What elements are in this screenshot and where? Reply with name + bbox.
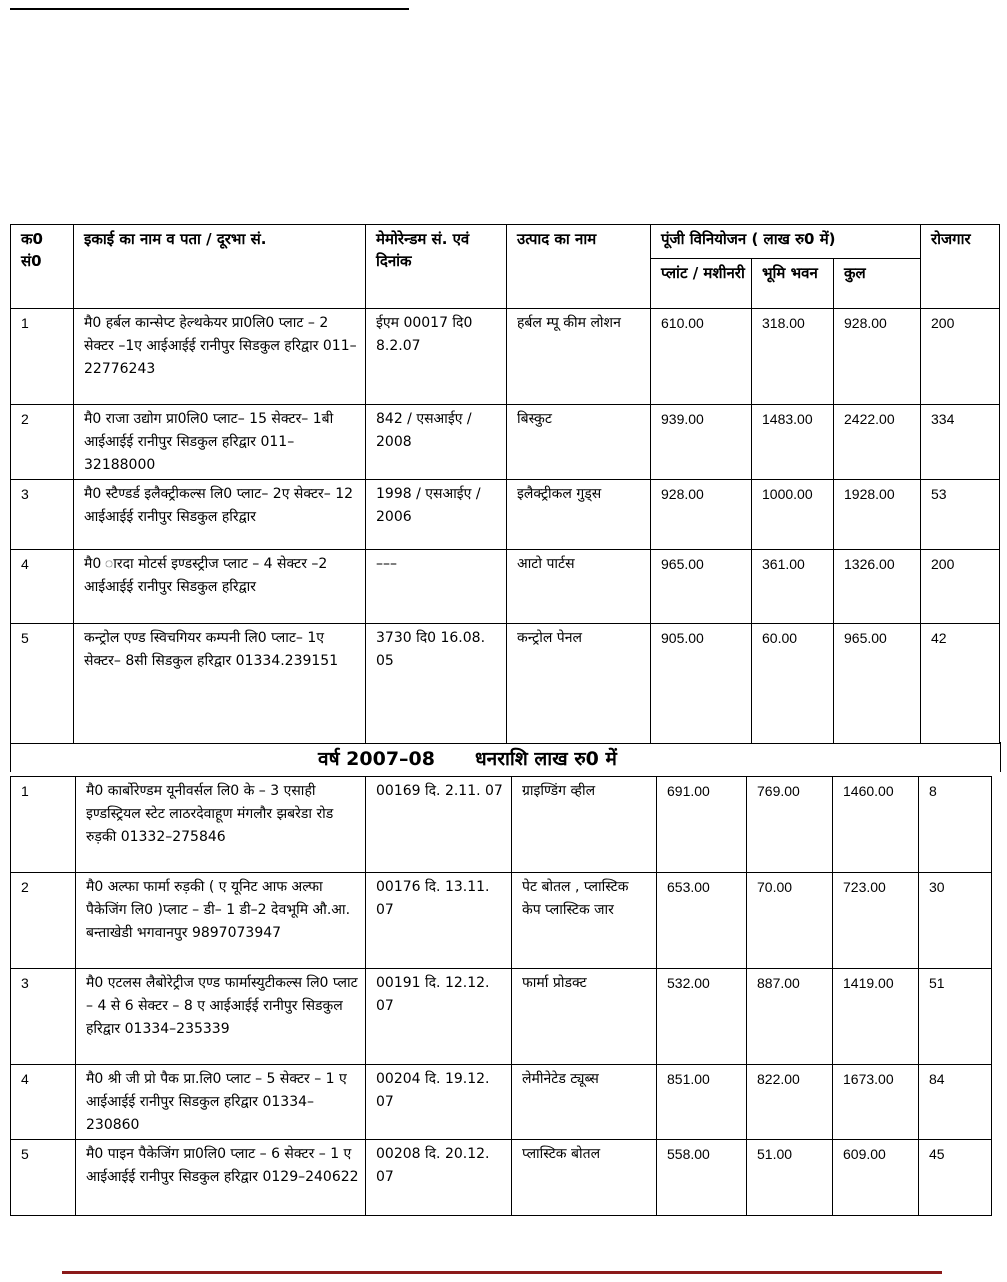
cell-product: लेमीनेटेड ट्यूब्स [512,1065,657,1140]
table-row [11,969,992,1065]
cell-plant: 610.00 [651,309,752,405]
header-land: भूमि भवन [752,259,834,309]
table-row [11,624,1000,744]
cell-total: 1928.00 [834,480,921,550]
cell-total: 1419.00 [833,969,919,1065]
table-row [11,550,1000,624]
table-row [11,873,992,969]
cell-product: ग्राइण्डिंग व्हील [512,777,657,873]
cell-sno: 5 [11,1140,76,1216]
cell-unit: मै0 श्री जी प्रो पैक प्रा.लि0 प्लाट – 5 सेक्टर – 1 ए आईआईई रानीपुर सिडकुल हरिद्वार 01334–230860 [76,1065,366,1140]
cell-memo: 00169 दि. 2.11. 07 [366,777,512,873]
cell-sno: 3 [11,480,74,550]
cell-product: फार्मा प्रोडक्ट [512,969,657,1065]
cell-plant: 558.00 [657,1140,747,1216]
cell-plant: 928.00 [651,480,752,550]
table-row [11,309,1000,405]
cell-plant: 691.00 [657,777,747,873]
cell-sno: 5 [11,624,74,744]
cell-product: हर्बल म्पू कीम लोशन [507,309,651,405]
top-rule [10,8,409,10]
year-label: वर्ष 2007–08 [318,748,435,770]
header-total: कुल [834,259,921,309]
cell-total: 1460.00 [833,777,919,873]
cell-total: 965.00 [834,624,921,744]
cell-sno: 3 [11,969,76,1065]
cell-plant: 905.00 [651,624,752,744]
cell-unit: मै0 हर्बल कान्सेप्ट हेल्थकेयर प्रा0लि0 प्लाट – 2 सेक्टर –1ए आईआईई रानीपुर सिडकुल हरिद्वार 011–22776243 [74,309,366,405]
cell-unit: मै0 एटलस लैबोरेट्रीज एण्ड फार्मास्युटीकल्स लि0 प्लाट – 4 से 6 सेक्टर – 8 ए आईआईई रानीपुर सिडकुल हरिद्वार 01334–235339 [76,969,366,1065]
cell-product: प्लास्टिक बोतल [512,1140,657,1216]
cell-land: 769.00 [747,777,833,873]
cell-emp: 51 [919,969,992,1065]
cell-plant: 532.00 [657,969,747,1065]
header-investment: पूंजी विनियोजन ( लाख रु0 में) [651,225,921,259]
cell-emp: 200 [921,550,1000,624]
cell-land: 822.00 [747,1065,833,1140]
cell-land: 51.00 [747,1140,833,1216]
cell-memo: ईएम 00017 दि0 8.2.07 [366,309,507,405]
cell-sno: 4 [11,550,74,624]
cell-plant: 851.00 [657,1065,747,1140]
header-employment: रोजगार [921,225,1000,309]
header-plant: प्लांट / मशीनरी [651,259,752,309]
header-sno: क0 सं0 [11,225,74,309]
cell-product: आटो पार्टस [507,550,651,624]
cell-total: 1326.00 [834,550,921,624]
cell-emp: 8 [919,777,992,873]
cell-unit: मै0 अल्फा फार्मा रुड़की ( ए यूनिट आफ अल्फा पैकेजिंग लि0 )प्लाट – डी– 1 डी–2 देवभूमि औ.आ. बन्ताखेडी भगवानपुर 9897073947 [76,873,366,969]
cell-plant: 939.00 [651,405,752,480]
cell-total: 2422.00 [834,405,921,480]
header-memo: मेमोरेन्डम सं. एवं दिनांक [366,225,507,309]
cell-plant: 965.00 [651,550,752,624]
cell-product: बिस्कुट [507,405,651,480]
cell-emp: 84 [919,1065,992,1140]
cell-sno: 1 [11,777,76,873]
cell-land: 70.00 [747,873,833,969]
year-heading [318,745,617,771]
cell-emp: 30 [919,873,992,969]
cell-land: 60.00 [752,624,834,744]
cell-sno: 4 [11,1065,76,1140]
header-row [11,225,1000,259]
cell-total: 723.00 [833,873,919,969]
cell-product: कन्ट्रोल पेनल [507,624,651,744]
cell-memo: 1998 / एसआईए / 2006 [366,480,507,550]
cell-total: 609.00 [833,1140,919,1216]
cell-plant: 653.00 [657,873,747,969]
cell-memo: ––– [366,550,507,624]
cell-sno: 1 [11,309,74,405]
cell-emp: 53 [921,480,1000,550]
cell-unit: मै0 स्टैण्डर्ड इलैक्ट्रीकल्स लि0 प्लाट– 2ए सेक्टर– 12 आईआईई रानीपुर सिडकुल हरिद्वार [74,480,366,550]
table-row [11,405,1000,480]
cell-land: 1000.00 [752,480,834,550]
cell-memo: 00204 दि. 19.12. 07 [366,1065,512,1140]
cell-memo: 3730 दि0 16.08. 05 [366,624,507,744]
cell-memo: 00176 दि. 13.11. 07 [366,873,512,969]
cell-unit: मै0 ारदा मोटर्स इण्डस्ट्रीज प्लाट – 4 सेक्टर –2 आईआईई रानीपुर सिडकुल हरिद्वार [74,550,366,624]
header-unit: इकाई का नाम व पता / दूरभा सं. [74,225,366,309]
investment-table-1 [10,224,1000,744]
investment-table-2 [10,776,992,1216]
cell-emp: 42 [921,624,1000,744]
cell-land: 318.00 [752,309,834,405]
cell-unit: मै0 राजा उद्योग प्रा0लि0 प्लाट– 15 सेक्टर– 1बी आईआईई रानीपुर सिडकुल हरिद्वार 011–32188000 [74,405,366,480]
header-product: उत्पाद का नाम [507,225,651,309]
cell-emp: 334 [921,405,1000,480]
table-row [11,1140,992,1216]
cell-memo: 842 / एसआईए / 2008 [366,405,507,480]
amount-note: धनराशि लाख रु0 में [474,748,617,770]
cell-emp: 200 [921,309,1000,405]
cell-product: पेट बोतल , प्लास्टिक केप प्लास्टिक जार [512,873,657,969]
cell-unit: मै0 कार्बोरेण्डम यूनीवर्सल लि0 के – 3 एसाही इण्डस्ट्रियल स्टेट लाठरदेवाहूण मंगलौर झबरेडा रोड रुड़की 01332–275846 [76,777,366,873]
cell-emp: 45 [919,1140,992,1216]
table-row [11,1065,992,1140]
cell-unit: कन्ट्रोल एण्ड स्विचगियर कम्पनी लि0 प्लाट– 1ए सेक्टर– 8सी सिडकुल हरिद्वार 01334.239151 [74,624,366,744]
cell-memo: 00208 दि. 20.12. 07 [366,1140,512,1216]
cell-product: इलैक्ट्रीकल गुड्स [507,480,651,550]
cell-sno: 2 [11,873,76,969]
cell-total: 1673.00 [833,1065,919,1140]
cell-land: 1483.00 [752,405,834,480]
table-row [11,480,1000,550]
cell-land: 361.00 [752,550,834,624]
table-row [11,777,992,873]
cell-unit: मै0 पाइन पैकेजिंग प्रा0लि0 प्लाट – 6 सेक्टर – 1 ए आईआईई रानीपुर सिडकुल हरिद्वार 0129–240622 [76,1140,366,1216]
cell-land: 887.00 [747,969,833,1065]
cell-sno: 2 [11,405,74,480]
footer-rule [62,1271,942,1274]
cell-memo: 00191 दि. 12.12. 07 [366,969,512,1065]
cell-total: 928.00 [834,309,921,405]
